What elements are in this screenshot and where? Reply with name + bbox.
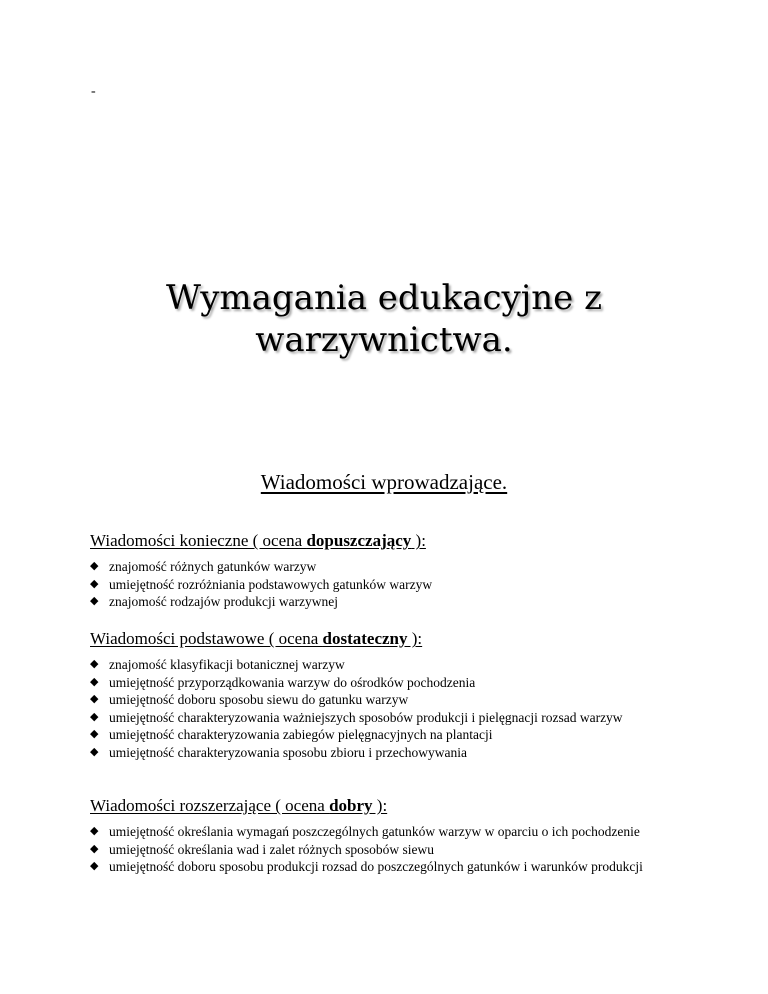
header-mark: - — [91, 84, 96, 99]
item-text: znajomość rodzajów produkcji warzywnej — [109, 594, 339, 609]
item-text: umiejętność charakteryzowania ważniejszych sposobów produkcji i pielęgnacji rozsad warzyw — [109, 709, 623, 725]
list-item — [90, 576, 680, 594]
diamond-bullet-icon: ◆ — [90, 842, 99, 855]
heading-prefix: Wiadomości podstawowe ( ocena — [90, 629, 323, 648]
item-text: umiejętność doboru sposobu produkcji rozsad do poszczególnych gatunków i warunków produkcji — [109, 859, 643, 874]
diamond-bullet-icon: ◆ — [90, 658, 99, 670]
item-text: umiejętność rozróżniania podstawowych gatunków warzyw — [109, 576, 433, 592]
list-item — [90, 709, 680, 727]
grade-label: dopuszczający — [306, 531, 412, 550]
heading-prefix: Wiadomości rozszerzające ( ocena — [90, 796, 330, 815]
diamond-bullet-icon: ◆ — [90, 728, 99, 740]
section-rozszerzajace — [90, 795, 680, 876]
list-item — [90, 823, 680, 841]
list-item — [90, 558, 680, 576]
item-text: umiejętność doboru sposobu siewu do gatunku warzyw — [109, 692, 409, 707]
title-line-2: warzywnictwa. — [255, 319, 513, 360]
diamond-bullet-icon: ◆ — [90, 560, 99, 572]
item-text: umiejętność charakteryzowania zabiegów pielęgnacyjnych na plantacji — [109, 727, 493, 742]
section-podstawowe — [90, 628, 680, 761]
intro-heading: Wiadomości wprowadzające. — [260, 470, 508, 494]
item-text: umiejętność charakteryzowania sposobu zbioru i przechowywania — [109, 744, 467, 760]
requirement-list — [90, 823, 680, 876]
diamond-bullet-icon: ◆ — [90, 675, 99, 688]
item-text: umiejętność określania wymagań poszczególnych gatunków warzyw w oparciu o ich pochodzenie — [109, 824, 640, 839]
diamond-bullet-icon: ◆ — [90, 860, 99, 872]
document-title — [0, 277, 768, 361]
requirement-list — [90, 656, 680, 761]
list-item — [90, 744, 680, 762]
grade-label: dobry — [329, 796, 373, 815]
item-text: umiejętność przyporządkowania warzyw do ośrodków pochodzenia — [109, 674, 476, 690]
diamond-bullet-icon: ◆ — [90, 577, 99, 590]
diamond-bullet-icon: ◆ — [90, 825, 99, 837]
item-text: znajomość klasyfikacji botanicznej warzyw — [109, 657, 345, 672]
diamond-bullet-icon: ◆ — [90, 745, 99, 758]
list-item — [90, 674, 680, 692]
diamond-bullet-icon: ◆ — [90, 710, 99, 723]
section-heading — [90, 795, 680, 817]
diamond-bullet-icon: ◆ — [90, 595, 99, 607]
heading-suffix: ): — [407, 629, 423, 648]
heading-suffix: ): — [411, 531, 426, 550]
title-line-1: Wymagania edukacyjne z — [166, 277, 602, 318]
item-text: umiejętność określania wad i zalet różnych sposobów siewu — [109, 841, 435, 857]
list-item — [90, 841, 680, 859]
list-item — [90, 691, 680, 709]
heading-prefix: Wiadomości konieczne ( ocena — [90, 531, 307, 550]
diamond-bullet-icon: ◆ — [90, 693, 99, 705]
list-item — [90, 593, 680, 611]
section-heading — [90, 530, 680, 552]
list-item — [90, 858, 680, 876]
heading-suffix: ): — [372, 796, 388, 815]
list-item — [90, 656, 680, 674]
requirement-list — [90, 558, 680, 611]
list-item — [90, 726, 680, 744]
section-heading — [90, 628, 680, 650]
item-text: znajomość różnych gatunków warzyw — [109, 559, 317, 574]
grade-label: dostateczny — [322, 629, 408, 648]
section-konieczne — [90, 530, 680, 611]
